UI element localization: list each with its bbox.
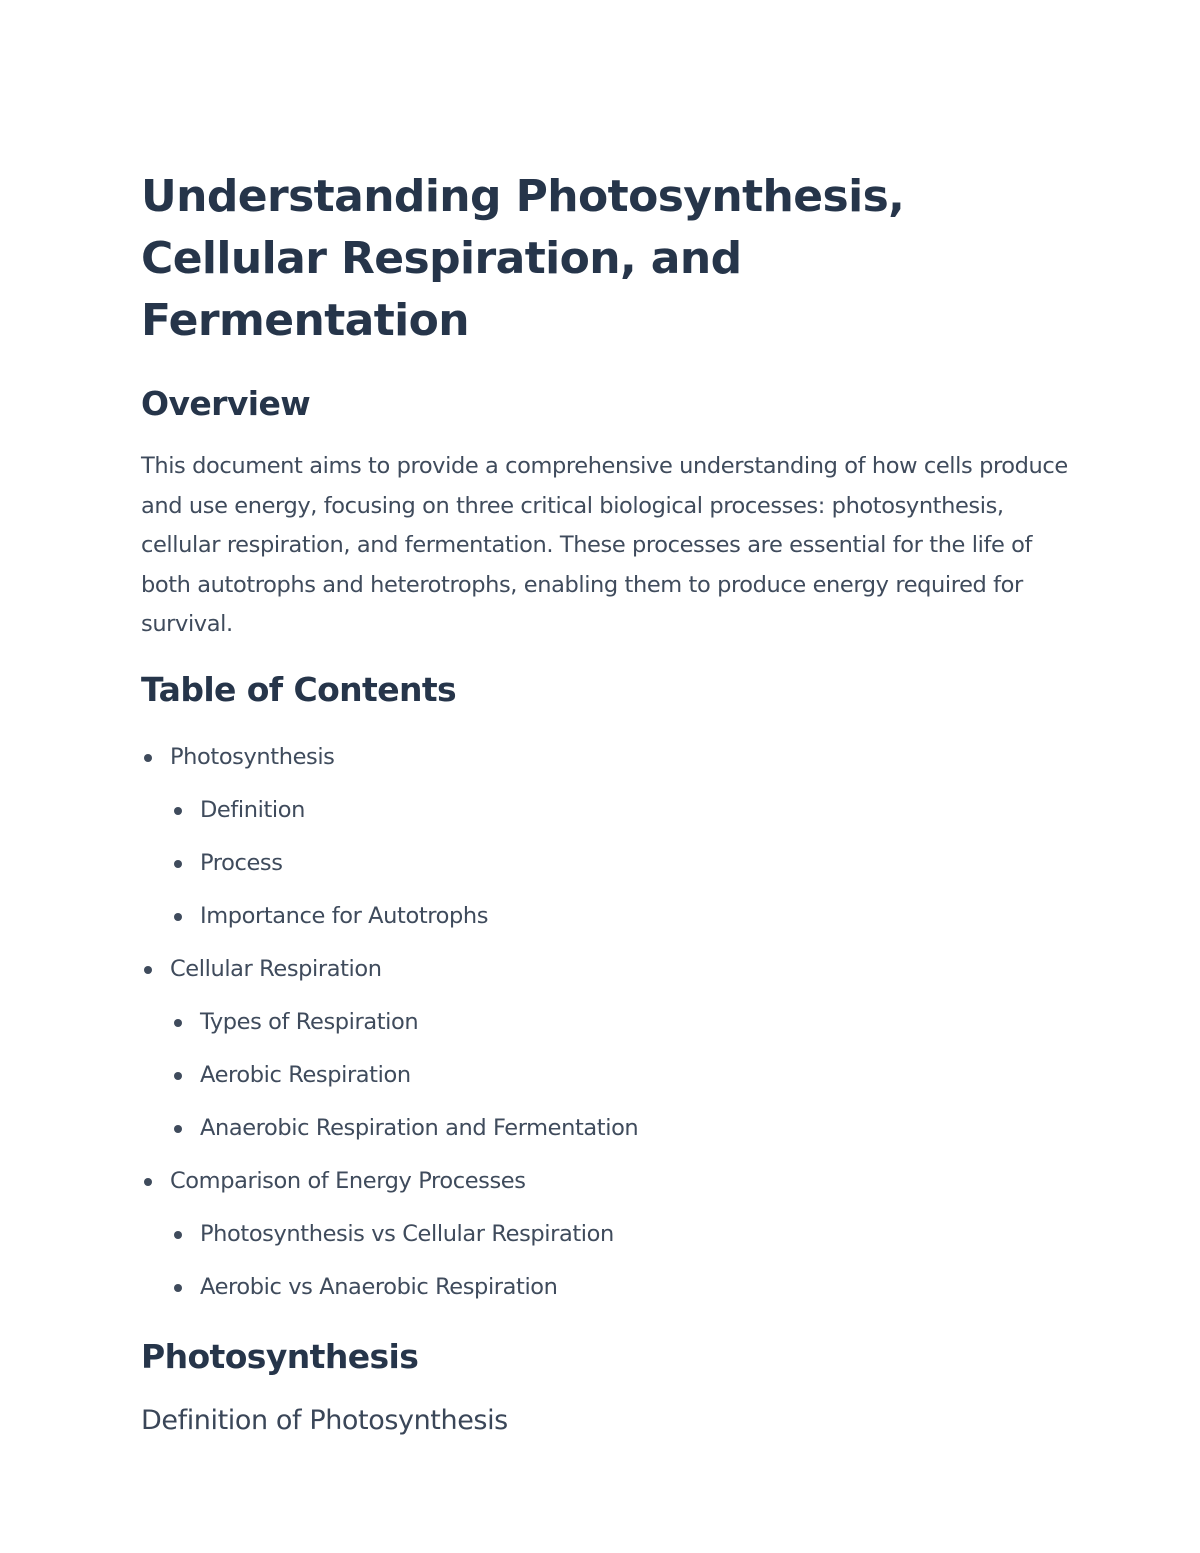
toc-subitem-label: Aerobic Respiration: [200, 1061, 411, 1088]
bullet-icon: [174, 1231, 182, 1239]
toc-subitem-row: [171, 1049, 1071, 1102]
photosynthesis-heading: Photosynthesis: [141, 1336, 419, 1376]
toc-subitem-row: [171, 1208, 1071, 1261]
toc-item-row: [141, 943, 1071, 996]
toc-subitem-row: [171, 1102, 1071, 1155]
toc-subitem: [171, 1208, 1071, 1261]
toc-sublist: [141, 1208, 1071, 1314]
toc-subitem: [171, 1261, 1071, 1314]
toc-item: [141, 1155, 1071, 1314]
toc-subitem-label: Importance for Autotrophs: [200, 902, 489, 929]
toc-subitem: [171, 1049, 1071, 1102]
toc-subitem-row: [171, 1261, 1071, 1314]
toc-item: [141, 731, 1071, 943]
toc-subitem: [171, 837, 1071, 890]
toc-item-label: Photosynthesis: [170, 743, 335, 770]
overview-paragraph: This document aims to provide a comprehensive understanding of how cells produce and use energy, focusing on three critical biological processes: photosynthesis, cellular respiration, and fermentation. These processes are essential for the life of both autotrophs and heterotrophs, enabling them to produce energy required for survival.: [141, 453, 1068, 637]
toc-subitem-label: Types of Respiration: [200, 1008, 419, 1035]
toc-subitem-label: Photosynthesis vs Cellular Respiration: [200, 1220, 614, 1247]
toc-subitem: [171, 1102, 1071, 1155]
toc-subitem: [171, 890, 1071, 943]
document-page: [141, 166, 1071, 1439]
toc-subitem-label: Process: [200, 849, 283, 876]
bullet-icon: [144, 966, 152, 974]
bullet-icon: [174, 1072, 182, 1080]
toc-subitem-row: [171, 784, 1071, 837]
overview-heading: Overview: [141, 384, 311, 423]
toc-item-row: [141, 1155, 1071, 1208]
toc-item: [141, 943, 1071, 1155]
definition-subheading: Definition of Photosynthesis: [141, 1404, 508, 1436]
toc-item-row: [141, 731, 1071, 784]
bullet-icon: [174, 1125, 182, 1133]
toc-item-label: Comparison of Energy Processes: [170, 1167, 526, 1194]
toc-item-label: Cellular Respiration: [170, 955, 382, 982]
bullet-icon: [174, 807, 182, 815]
table-of-contents: [141, 731, 1071, 1314]
toc-subitem-label: Definition: [200, 796, 305, 823]
toc-subitem-label: Anaerobic Respiration and Fermentation: [200, 1114, 639, 1141]
toc-subitem-row: [171, 890, 1071, 943]
bullet-icon: [174, 1019, 182, 1027]
toc-subitem: [171, 784, 1071, 837]
bullet-icon: [144, 1178, 152, 1186]
toc-subitem: [171, 996, 1071, 1049]
toc-heading: Table of Contents: [141, 669, 457, 709]
bullet-icon: [174, 860, 182, 868]
document-title: Understanding Photosynthesis, Cellular Respiration, and Fermentation: [141, 171, 905, 346]
bullet-icon: [144, 754, 152, 762]
toc-sublist: [141, 784, 1071, 943]
toc-subitem-row: [171, 996, 1071, 1049]
toc-subitem-label: Aerobic vs Anaerobic Respiration: [200, 1273, 558, 1300]
bullet-icon: [174, 913, 182, 921]
bullet-icon: [174, 1284, 182, 1292]
toc-sublist: [141, 996, 1071, 1155]
toc-subitem-row: [171, 837, 1071, 890]
